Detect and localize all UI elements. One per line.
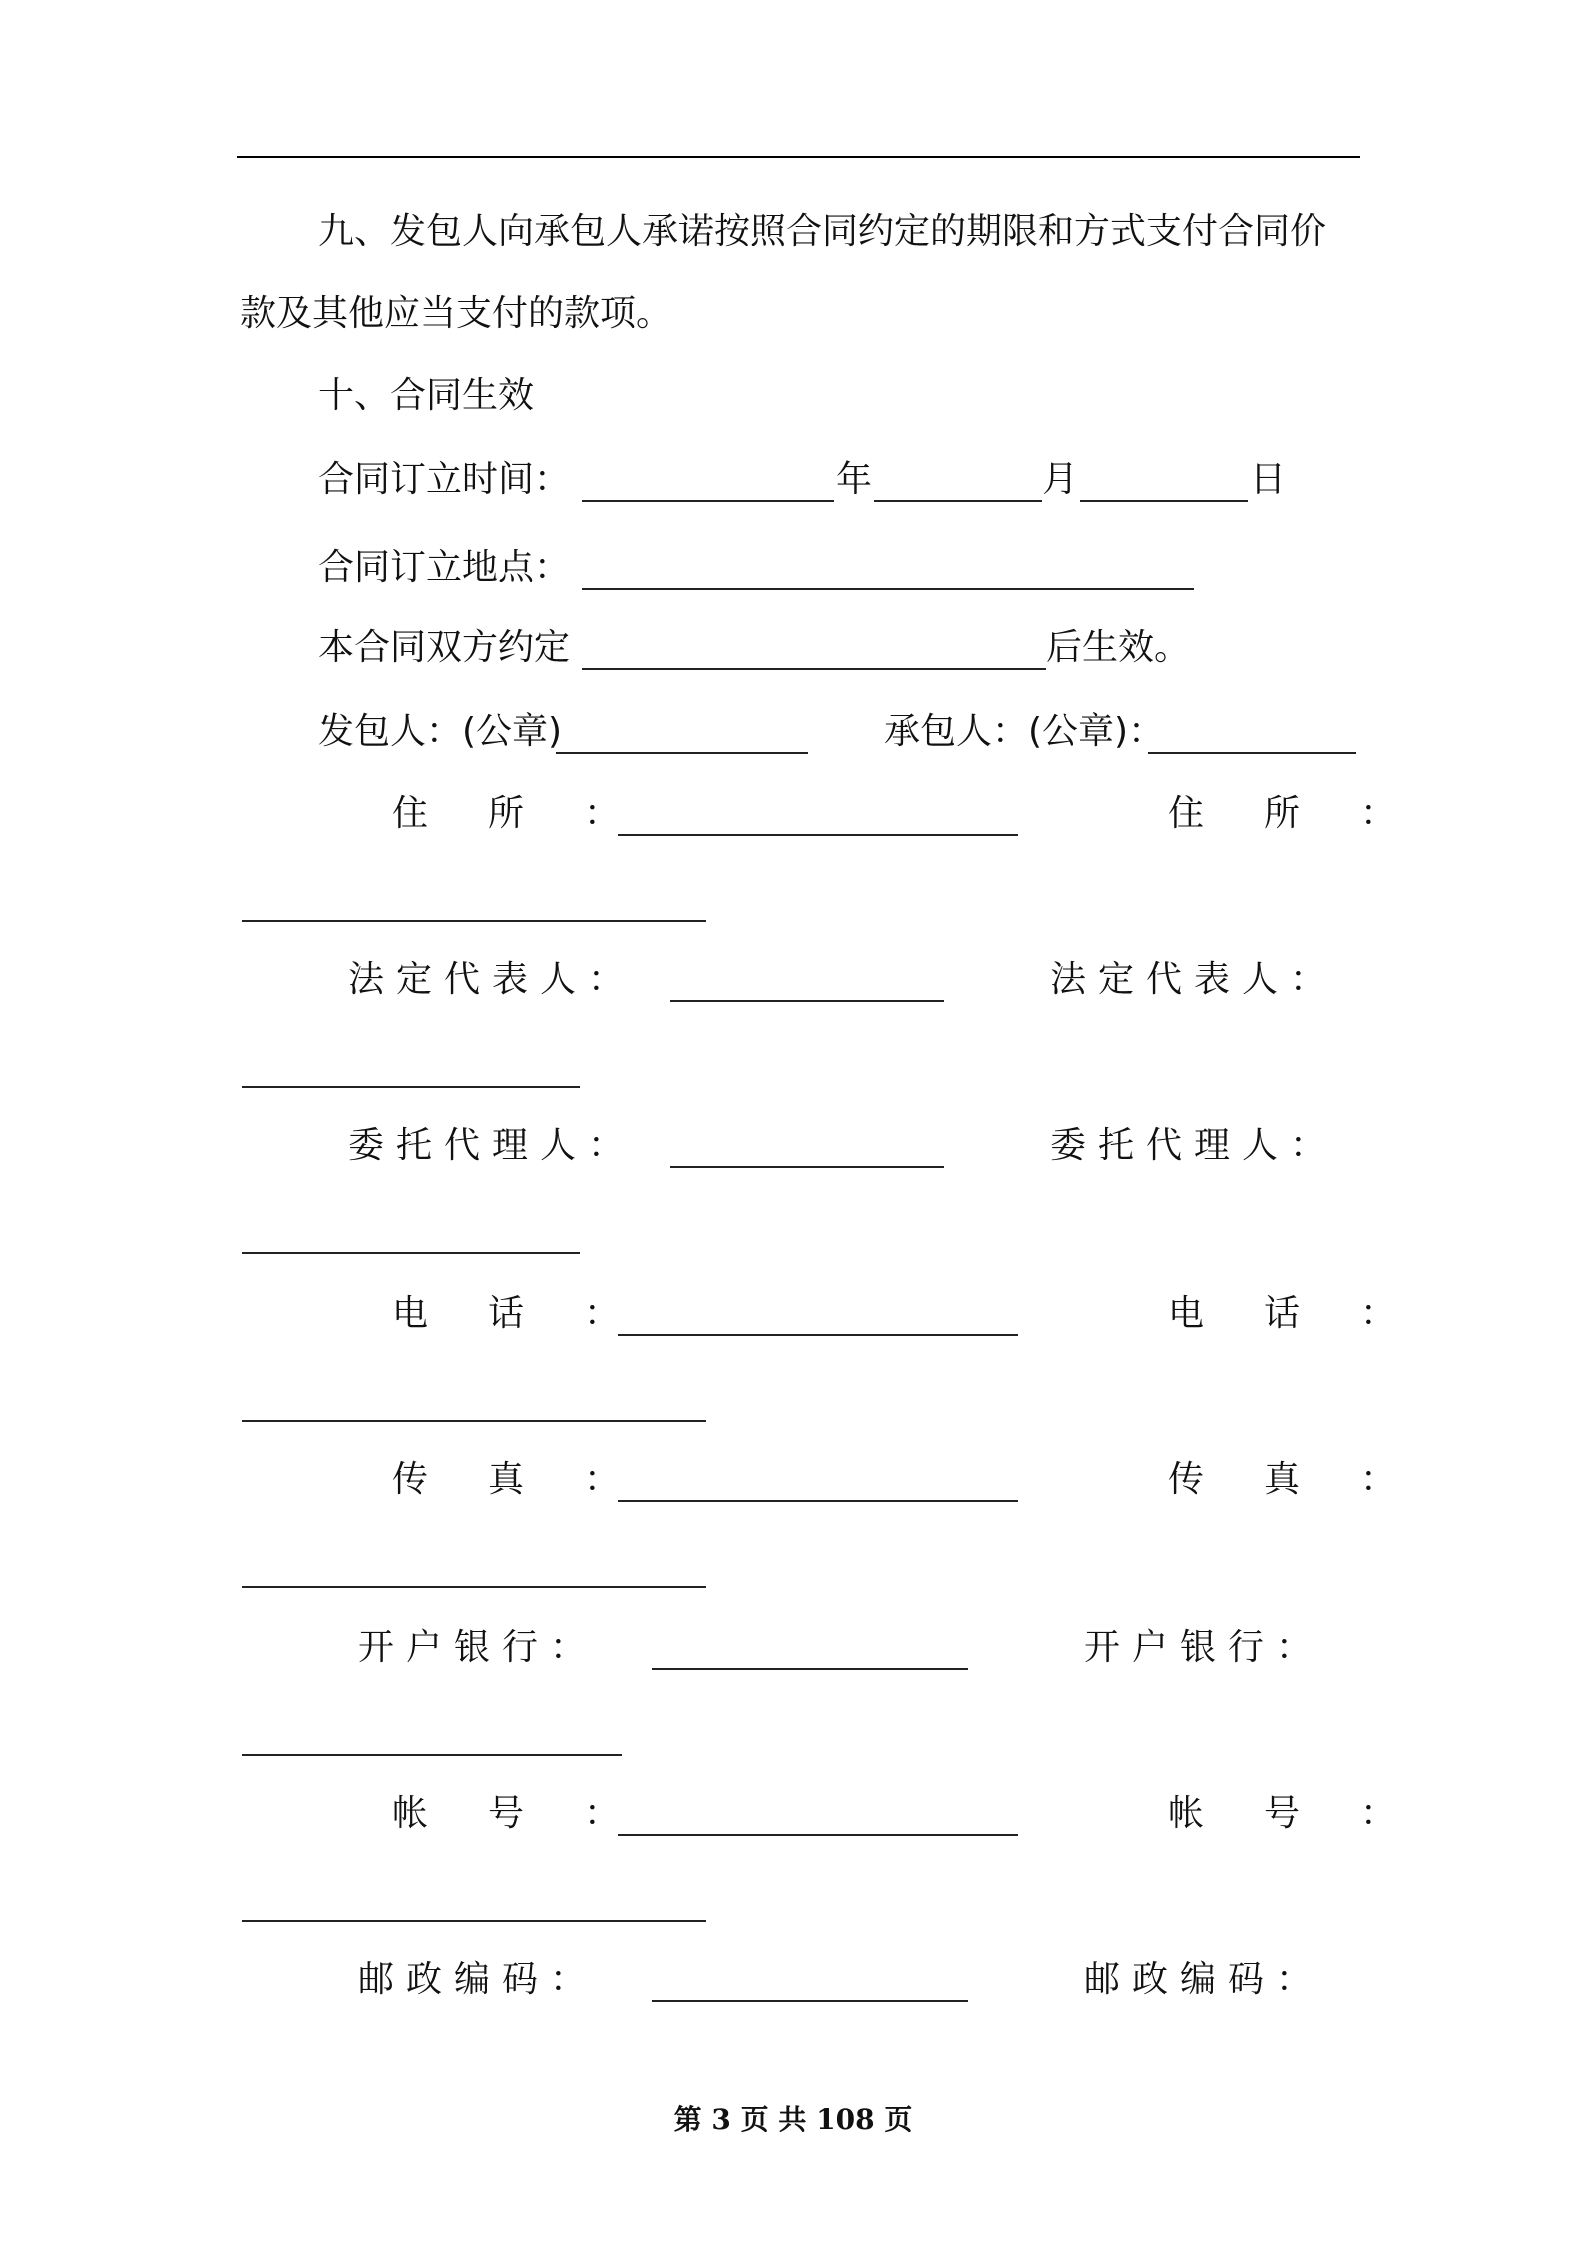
employer-agent-label: 委托代理人： — [348, 1125, 637, 1166]
employer-account-label: 帐 号 ： — [392, 1793, 633, 1834]
employer-phone-label: 电 话 ： — [392, 1293, 633, 1334]
contractor-phone-label: 电 话 ： — [1168, 1293, 1409, 1334]
contract-time-label: 合同订立时间： — [318, 459, 571, 500]
employer-address-blank[interactable] — [618, 834, 1018, 836]
day-blank[interactable] — [1080, 500, 1248, 502]
contractor-bank-blank[interactable] — [242, 1754, 622, 1756]
contractor-agent-label: 委托代理人： — [1050, 1125, 1339, 1166]
employer-bank-label: 开户银行： — [358, 1627, 599, 1668]
employer-account-blank[interactable] — [618, 1834, 1018, 1836]
contractor-legal-rep-blank[interactable] — [242, 1086, 580, 1088]
employer-postcode-blank[interactable] — [652, 2000, 968, 2002]
contractor-agent-blank[interactable] — [242, 1252, 580, 1254]
clause-9-line-1: 九、发包人向承包人承诺按照合同约定的期限和方式支付合同价 — [318, 211, 1327, 252]
employer-postcode-label: 邮政编码： — [358, 1959, 599, 2000]
month-blank[interactable] — [874, 500, 1042, 502]
contractor-seal-label: 承包人：(公章)： — [884, 711, 1165, 752]
employer-fax-label: 传 真 ： — [392, 1459, 633, 1500]
day-label: 日 — [1250, 459, 1287, 500]
employer-fax-blank[interactable] — [618, 1500, 1018, 1502]
contractor-account-blank[interactable] — [242, 1920, 706, 1922]
agreement-blank[interactable] — [582, 668, 1046, 670]
month-label: 月 — [1042, 459, 1079, 500]
employer-seal-label: 发包人：(公章) — [318, 711, 563, 752]
agreement-suffix: 后生效。 — [1046, 627, 1191, 668]
clause-9-line-2: 款及其他应当支付的款项。 — [240, 293, 673, 334]
contract-place-label: 合同订立地点： — [318, 547, 571, 588]
year-label: 年 — [836, 459, 873, 500]
contractor-address-blank[interactable] — [242, 920, 706, 922]
employer-agent-blank[interactable] — [670, 1166, 944, 1168]
contractor-address-label: 住 所 ： — [1168, 793, 1409, 834]
employer-phone-blank[interactable] — [618, 1334, 1018, 1336]
employer-legal-rep-label: 法定代表人： — [348, 959, 637, 1000]
header-rule — [237, 156, 1360, 158]
employer-seal-blank[interactable] — [556, 752, 808, 754]
contractor-seal-blank[interactable] — [1148, 752, 1356, 754]
contractor-fax-blank[interactable] — [242, 1586, 706, 1588]
contractor-bank-label: 开户银行： — [1084, 1627, 1325, 1668]
employer-legal-rep-blank[interactable] — [670, 1000, 944, 1002]
employer-address-label: 住 所 ： — [392, 793, 633, 834]
page-footer: 第 3 页 共 108 页 — [673, 2103, 913, 2136]
contractor-postcode-label: 邮政编码： — [1084, 1959, 1325, 2000]
contractor-fax-label: 传 真 ： — [1168, 1459, 1409, 1500]
contractor-phone-blank[interactable] — [242, 1420, 706, 1422]
clause-10-title: 十、合同生效 — [318, 375, 535, 416]
contractor-legal-rep-label: 法定代表人： — [1050, 959, 1339, 1000]
contract-place-blank[interactable] — [582, 588, 1194, 590]
employer-bank-blank[interactable] — [652, 1668, 968, 1670]
agreement-label: 本合同双方约定 — [318, 627, 571, 668]
year-blank[interactable] — [582, 500, 834, 502]
contractor-account-label: 帐 号 ： — [1168, 1793, 1409, 1834]
